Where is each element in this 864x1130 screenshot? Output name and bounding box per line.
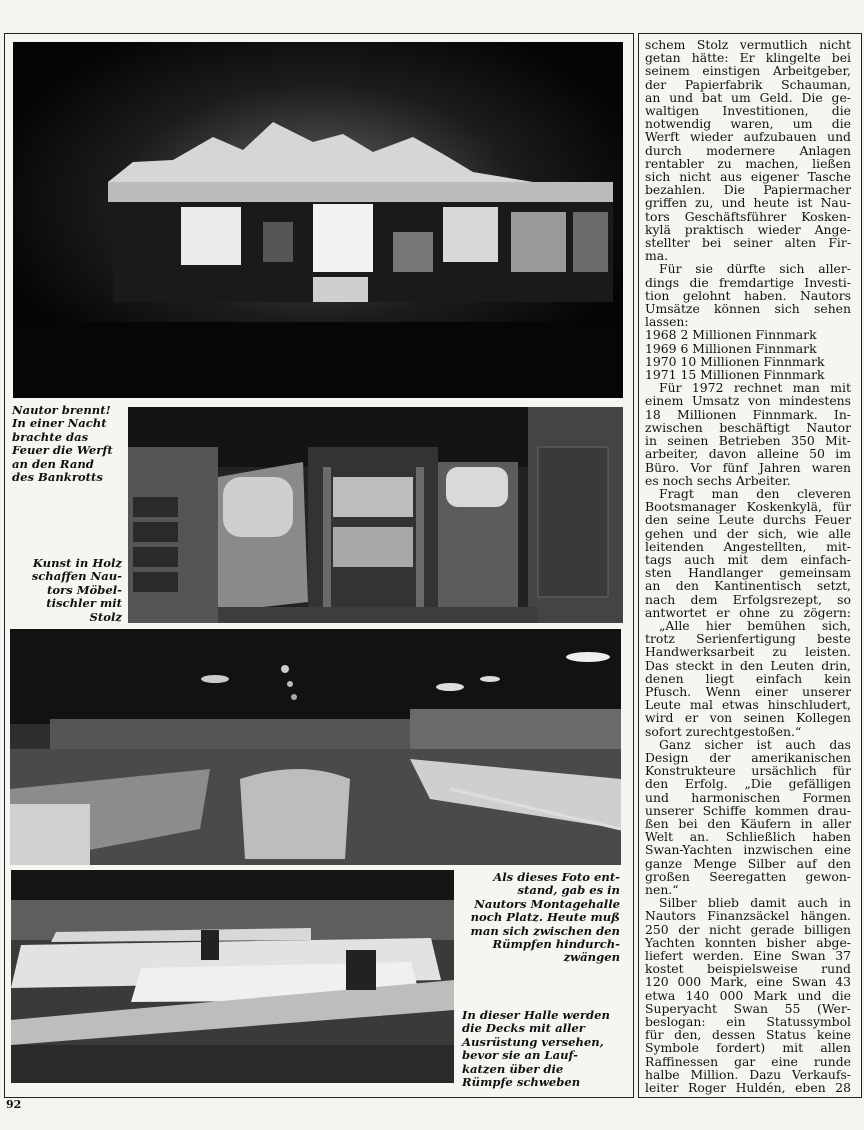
article-line: Bootsmanager Koskenkylä, für — [645, 499, 851, 515]
article-line: „Alle hier bemühen sich, — [659, 617, 851, 633]
article-line: denen liegt einfach kein — [645, 670, 851, 686]
caption-line: Ausrüstung versehen, — [462, 1034, 604, 1049]
article-line: seinem einstigen Arbeitgeber, — [645, 63, 851, 79]
caption-line: Feuer die Werft — [12, 443, 113, 458]
article-line: es noch sechs Arbeiter. — [645, 472, 791, 488]
article-line: Yachten konnten bisher abge- — [645, 934, 851, 950]
article-line: Handwerksarbeit zu leisten. — [645, 644, 851, 660]
caption-line: tischler mit — [46, 596, 122, 611]
article-line: Pfusch. Wenn einer unserer — [645, 683, 851, 699]
caption-line: brachte das — [12, 429, 89, 444]
caption-line: In einer Nacht — [12, 416, 107, 431]
article-line: 1969 6 Millionen Finnmark — [645, 340, 817, 356]
article-line: leitenden Angestellten, mit- — [645, 538, 851, 554]
article-line: Leute mal etwas hinschludert, — [645, 697, 851, 713]
article-line: Für 1972 rechnet man mit — [659, 380, 851, 396]
article-line: notwendig waren, um die — [645, 116, 851, 132]
caption-line: des Bankrotts — [12, 470, 103, 485]
article-line: Superyacht Swan 55 (Wer- — [645, 1000, 851, 1016]
article-line: trotz Serienfertigung beste — [645, 631, 851, 647]
article-line: stellter bei seiner alten Fir- — [645, 235, 851, 251]
article-line: Symbole fordert) mit allen — [645, 1040, 851, 1056]
article-line: griffen zu, und heute ist Nau- — [645, 195, 851, 211]
article-line: getan hätte: Er klingelte bei — [645, 50, 851, 66]
article-text-column — [645, 38, 851, 1094]
article-line: Raffinessen gar eine runde — [645, 1053, 851, 1069]
article-line: 1968 2 Millionen Finnmark — [645, 327, 817, 343]
article-line: 250 der nicht gerade billigen — [645, 921, 851, 937]
caption-line: schaffen Nau- — [31, 569, 122, 584]
photo-fire — [13, 42, 623, 398]
article-line: Das steckt in den Leuten drin, — [645, 657, 851, 673]
article-line: schem Stolz vermutlich nicht — [645, 37, 851, 52]
caption-line: Stolz — [89, 609, 122, 624]
article-line: wird er von seinen Kollegen — [645, 710, 851, 726]
article-line: liefert werden. Eine Swan 37 — [645, 948, 851, 964]
article-line: 18 Millionen Finnmark. In- — [645, 406, 851, 422]
article-line: sofort zurechtgestoßen.“ — [645, 723, 802, 739]
caption-line: stand, gab es in — [517, 883, 620, 898]
article-line: sten Handlanger gemeinsam — [645, 565, 851, 581]
article-line: für den, dessen Status keine — [645, 1027, 851, 1043]
article-line: an und bat um Geld. Die ge- — [645, 89, 851, 105]
article-line: Welt an. Schließlich haben — [645, 829, 851, 845]
article-line: beslogan: ein Statussymbol — [645, 1014, 851, 1030]
article-line: kylä praktisch wieder Ange- — [645, 221, 851, 237]
caption-assembly-hall — [460, 871, 620, 965]
caption-line: noch Platz. Heute muß — [470, 910, 620, 925]
article-line: den Erfolg. „Die gefälligen — [645, 776, 851, 792]
article-line: ganze Menge Silber auf den — [645, 855, 851, 871]
article-line: in seinen Betrieben 350 Mit- — [645, 433, 851, 449]
caption-deck-hall — [462, 1009, 610, 1089]
article-line: Ganz sicher ist auch das — [659, 736, 851, 752]
article-line: etwa 140 000 Mark und die — [645, 987, 851, 1003]
article-line: an den Kantinentisch setzt, — [645, 578, 851, 594]
article-line: antwortet er ohne zu zögern: — [645, 604, 851, 620]
article-line: bezahlen. Die Papiermacher — [645, 182, 851, 198]
article-line: Design der amerikanischen — [645, 749, 851, 765]
photo-deck-hall — [11, 870, 454, 1083]
caption-line: Nautors Montagehalle — [474, 896, 620, 911]
article-line: tion gelohnt haben. Nautors — [645, 287, 851, 303]
article-line: rentabler zu machen, ließen — [645, 155, 851, 171]
article-line: einem Umsatz von mindestens — [645, 393, 851, 409]
article-line: der Papierfabrik Schauman, — [645, 76, 851, 92]
article-line: nen.“ — [645, 882, 679, 897]
caption-line: katzen über die — [462, 1061, 564, 1076]
article-line: waltigen Investitionen, die — [645, 103, 851, 119]
page-number: 92 — [6, 1098, 22, 1111]
article-line: lassen: — [645, 314, 689, 330]
caption-fire — [12, 404, 113, 484]
caption-woodwork — [20, 557, 122, 624]
article-line: halbe Million. Dazu Verkaufs- — [645, 1066, 851, 1082]
caption-line: die Decks mit aller — [462, 1021, 585, 1036]
article-line: Fragt man den cleveren — [659, 485, 851, 501]
article-line: arbeiter, davon alleine 50 im — [645, 446, 851, 462]
article-line: Nautors Finanzsäckel hängen. — [645, 908, 851, 924]
article-line: Silber blieb damit auch in — [659, 895, 851, 911]
caption-line: Nautor brennt! — [12, 403, 111, 417]
article-line: leiter Roger Huldén, eben 28 — [645, 1080, 851, 1096]
caption-line: bevor sie an Lauf- — [462, 1048, 578, 1063]
article-line: tags auch mit dem einfach- — [645, 551, 851, 567]
article-line: zwischen beschäftigt Nautor — [645, 419, 851, 435]
article-line: ma. — [645, 248, 669, 264]
article-line: kostet beispielsweise rund — [645, 961, 851, 977]
caption-line: Rümpfe schweben — [462, 1075, 581, 1090]
caption-line: In dieser Halle werden — [462, 1008, 610, 1022]
article-line: tors Geschäftsführer Kosken- — [645, 208, 851, 224]
article-line: dings die fremdartige Investi- — [645, 274, 851, 290]
article-line: nach dem Erfolgsrezept, so — [645, 591, 851, 607]
caption-line: Kunst in Holz — [32, 556, 122, 570]
caption-line: zwängen — [563, 950, 620, 965]
article-line: durch modernere Anlagen — [645, 142, 851, 158]
caption-line: Rümpfen hindurch- — [492, 937, 620, 952]
article-line: gehen und der sich, wie alle — [645, 525, 851, 541]
photo-assembly-hall — [10, 629, 621, 865]
article-line: den seine Leute durchs Feuer — [645, 512, 851, 528]
article-line: Büro. Vor fünf Jahren waren — [645, 459, 851, 475]
photo-woodwork — [128, 407, 623, 623]
article-line: Swan-Yachten inzwischen eine — [645, 842, 851, 858]
article-line: 1970 10 Millionen Finnmark — [645, 353, 825, 369]
article-line: 1971 15 Millionen Finnmark — [645, 367, 825, 383]
article-line: Für sie dürfte sich aller- — [659, 261, 851, 277]
caption-line: Als dieses Foto ent- — [493, 870, 620, 884]
article-line: 120 000 Mark, eine Swan 43 — [645, 974, 851, 990]
article-line: Umsätze können sich sehen — [645, 301, 851, 317]
article-line: ßen bei den Käufern in aller — [645, 815, 851, 831]
article-line: unserer Schiffe kommen drau- — [645, 802, 851, 818]
caption-line: an den Rand — [12, 456, 94, 471]
article-line: großen Seeregatten gewon- — [645, 868, 851, 884]
article-line: Konstrukteure ursächlich für — [645, 763, 851, 779]
article-line: sich nicht aus eigener Tasche — [645, 169, 851, 185]
caption-line: man sich zwischen den — [470, 923, 620, 938]
caption-line: tors Möbel- — [46, 582, 122, 597]
article-line: Werft wieder aufzubauen und — [645, 129, 851, 145]
article-line: und harmonischen Formen — [645, 789, 851, 805]
